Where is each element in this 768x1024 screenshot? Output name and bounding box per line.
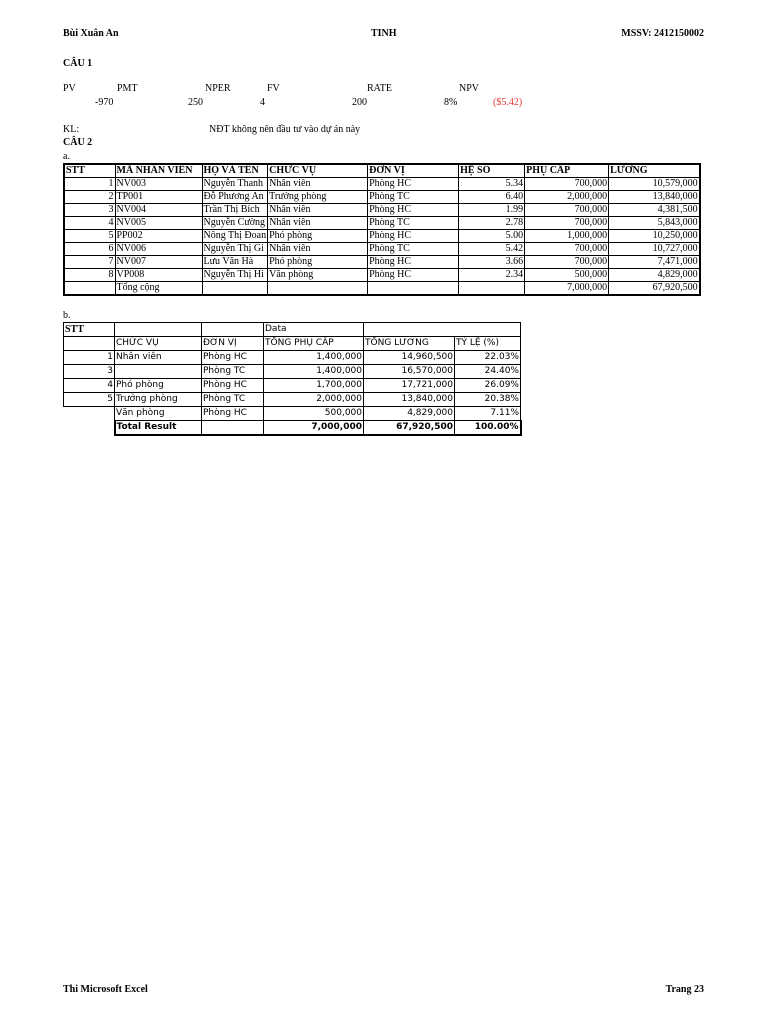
- cell-he-so: 5.00: [459, 230, 525, 243]
- cell-chuc-vu: Văn phòng: [115, 407, 202, 421]
- cell-phu-cap: 700,000: [525, 256, 609, 269]
- cell-ho-ten: Trần Thị Bích: [202, 204, 268, 217]
- cell-tong-luong: 13,840,000: [364, 393, 455, 407]
- cell-don-vi: Phòng HC: [368, 204, 459, 217]
- cell-he-so: 3.66: [459, 256, 525, 269]
- value-nper: 4: [260, 97, 265, 108]
- value-rate: 8%: [444, 97, 458, 108]
- cell-tong-phu-cap: 500,000: [264, 407, 364, 421]
- pivot-total-luong: 67,920,500: [364, 421, 455, 436]
- cell-he-so: 6.40: [459, 191, 525, 204]
- cell-chuc-vu: Phó phòng: [268, 256, 368, 269]
- pivot-stt-header: STT: [64, 323, 115, 337]
- cell-don-vi: Phòng TC: [368, 191, 459, 204]
- cell-ty-le: 20.38%: [455, 393, 521, 407]
- header-cell: MÃ NHÂN VIÊN: [115, 164, 202, 178]
- cell-don-vi: Phòng TC: [368, 243, 459, 256]
- cell-ma-nv: NV005: [115, 217, 202, 230]
- cell-don-vi: Phòng HC: [368, 269, 459, 282]
- pivot-header-ty-le: TỶ LỆ (%): [455, 337, 521, 351]
- table-row: [64, 379, 521, 393]
- cell-stt: 6: [64, 243, 115, 256]
- pivot-data-label: Data: [264, 323, 364, 337]
- header-title: TINH: [371, 28, 397, 39]
- part-a-label: a.: [63, 151, 70, 162]
- cell-chuc-vu: Nhân viên: [268, 243, 368, 256]
- value-npv: ($5.42): [493, 97, 523, 108]
- cell-empty: [268, 282, 368, 296]
- cell-luong: 4,829,000: [609, 269, 700, 282]
- pivot-header-chuc-vu: CHỨC VỤ: [115, 337, 202, 351]
- header-student-id: MSSV: 2412150002: [621, 28, 704, 39]
- cell-ho-ten: Đỗ Phương An: [202, 191, 268, 204]
- cell-ma-nv: NV003: [115, 178, 202, 191]
- cell-stt: 3: [64, 365, 115, 379]
- pivot-header-don-vi: ĐƠN VỊ: [202, 337, 264, 351]
- cell-he-so: 5.34: [459, 178, 525, 191]
- label-nper: NPER: [205, 83, 231, 94]
- cell-stt: 5: [64, 230, 115, 243]
- cell-stt: 8: [64, 269, 115, 282]
- cell-empty: [202, 421, 264, 436]
- cell-tong-luong: 16,570,000: [364, 365, 455, 379]
- pivot-total-ty-le: 100.00%: [455, 421, 521, 436]
- cell-ma-nv: NV004: [115, 204, 202, 217]
- cell-luong: 10,727,000: [609, 243, 700, 256]
- cell-tong-luong: 4,829,000: [364, 407, 455, 421]
- cell-tong-phu-cap: 1,700,000: [264, 379, 364, 393]
- cell-empty: [202, 323, 264, 337]
- cell-ma-nv: NV007: [115, 256, 202, 269]
- cell-ty-le: 24.40%: [455, 365, 521, 379]
- value-pmt: 250: [188, 97, 203, 108]
- cell-stt: 4: [64, 217, 115, 230]
- cell-don-vi: Phòng HC: [368, 256, 459, 269]
- cell-ho-ten: Nguyễn Thị Hi: [202, 269, 268, 282]
- cell-phu-cap: 1,000,000: [525, 230, 609, 243]
- cau1-title: CÂU 1: [63, 58, 93, 69]
- label-pmt: PMT: [117, 83, 138, 94]
- cell-tong-luong: 14,960,500: [364, 351, 455, 365]
- cell-stt: 5: [64, 393, 115, 407]
- cell-luong: 10,250,000: [609, 230, 700, 243]
- cell-empty: [115, 323, 202, 337]
- pivot-total-label: Total Result: [115, 421, 202, 436]
- label-pv: PV: [63, 83, 76, 94]
- header-cell: ĐƠN VỊ: [368, 164, 459, 178]
- footer-page-number: Trang 23: [665, 984, 704, 995]
- cell-empty: [364, 323, 455, 337]
- part-b-label: b.: [63, 310, 71, 321]
- pivot-header-tong-phu-cap: TỔNG PHỤ CẤP: [264, 337, 364, 351]
- cell-ma-nv: NV006: [115, 243, 202, 256]
- pivot-header-tong-luong: TỔNG LƯƠNG: [364, 337, 455, 351]
- label-fv: FV: [267, 83, 280, 94]
- cell-don-vi: Phòng TC: [202, 393, 264, 407]
- header-author: Bùi Xuân An: [63, 28, 119, 39]
- cell-phu-cap: 500,000: [525, 269, 609, 282]
- value-fv: 200: [352, 97, 367, 108]
- cell-luong: 13,840,000: [609, 191, 700, 204]
- cau2-title: CÂU 2: [63, 137, 93, 148]
- cell-empty: [64, 337, 115, 351]
- cell-tong-phu-cap: 1,400,000: [264, 351, 364, 365]
- cell-luong: 7,471,000: [609, 256, 700, 269]
- value-pv: -970: [95, 97, 114, 108]
- cell-phu-cap: 2,000,000: [525, 191, 609, 204]
- table-total-row: [64, 282, 700, 296]
- cell-empty: [64, 421, 115, 436]
- cell-ty-le: 26.09%: [455, 379, 521, 393]
- cell-stt: [64, 407, 115, 421]
- table-row: [64, 178, 700, 191]
- header-cell: LƯƠNG: [609, 164, 700, 178]
- pivot-total-row: [64, 421, 521, 436]
- cell-stt: 1: [64, 351, 115, 365]
- cell-he-so: 1.99: [459, 204, 525, 217]
- cell-ty-le: 22.03%: [455, 351, 521, 365]
- table-row: [64, 204, 700, 217]
- cell-ho-ten: Nguyễn Thanh: [202, 178, 268, 191]
- footer-left: Thi Microsoft Excel: [63, 984, 148, 995]
- cell-empty: [64, 282, 115, 296]
- pivot-table: [63, 322, 522, 436]
- total-label: Tổng cộng: [115, 282, 202, 296]
- cell-ma-nv: VP008: [115, 269, 202, 282]
- label-rate: RATE: [367, 83, 392, 94]
- total-luong: 67,920,500: [609, 282, 700, 296]
- total-phu-cap: 7,000,000: [525, 282, 609, 296]
- table-row: [64, 217, 700, 230]
- cell-don-vi: Phòng HC: [202, 351, 264, 365]
- employee-table: [63, 163, 701, 296]
- header-cell: CHỨC VỤ: [268, 164, 368, 178]
- table-row: [64, 256, 700, 269]
- cell-phu-cap: 700,000: [525, 178, 609, 191]
- cell-he-so: 2.34: [459, 269, 525, 282]
- cell-luong: 4,381,500: [609, 204, 700, 217]
- cell-phu-cap: 700,000: [525, 243, 609, 256]
- cell-don-vi: Phòng TC: [368, 217, 459, 230]
- label-npv: NPV: [459, 83, 480, 94]
- cell-stt: 1: [64, 178, 115, 191]
- cell-chuc-vu: Nhân viên: [268, 204, 368, 217]
- cell-ho-ten: Lưu Văn Hà: [202, 256, 268, 269]
- cell-ho-ten: Nguyễn Thị Gi: [202, 243, 268, 256]
- cell-chuc-vu: Trưởng phòng: [268, 191, 368, 204]
- cell-luong: 10,579,000: [609, 178, 700, 191]
- header-cell: HỆ SỐ: [459, 164, 525, 178]
- cell-ma-nv: PP002: [115, 230, 202, 243]
- table-row: [64, 191, 700, 204]
- cell-luong: 5,843,000: [609, 217, 700, 230]
- cell-tong-phu-cap: 1,400,000: [264, 365, 364, 379]
- cell-chuc-vu: Nhân viên: [115, 351, 202, 365]
- cell-empty: [368, 282, 459, 296]
- kl-label: KL:: [63, 124, 80, 135]
- table-row: [64, 243, 700, 256]
- cell-tong-phu-cap: 2,000,000: [264, 393, 364, 407]
- cell-chuc-vu: Trưởng phòng: [115, 393, 202, 407]
- cell-he-so: 5.42: [459, 243, 525, 256]
- cell-stt: 3: [64, 204, 115, 217]
- cell-empty: [459, 282, 525, 296]
- cell-stt: 7: [64, 256, 115, 269]
- pivot-data-row: [64, 323, 521, 337]
- cell-empty: [455, 323, 521, 337]
- cell-ty-le: 7.11%: [455, 407, 521, 421]
- cell-chuc-vu: Văn phòng: [268, 269, 368, 282]
- cell-ho-ten: Nông Thị Đoan: [203, 230, 267, 241]
- cell-chuc-vu: Phó phòng: [268, 230, 368, 243]
- cell-chuc-vu: Nhân viên: [268, 217, 368, 230]
- cell-stt: 4: [64, 379, 115, 393]
- table-row: [64, 407, 521, 421]
- table-row: [64, 365, 521, 379]
- header-cell: STT: [64, 164, 115, 178]
- cell-don-vi: Phòng HC: [368, 178, 459, 191]
- cell-tong-luong: 17,721,000: [364, 379, 455, 393]
- cell-empty: [202, 282, 268, 296]
- pivot-total-phu-cap: 7,000,000: [264, 421, 364, 436]
- cell-don-vi: Phòng TC: [202, 365, 264, 379]
- header-cell: HỌ VÀ TÊN: [202, 164, 268, 178]
- table-header-row: [64, 164, 700, 178]
- cell-stt: 2: [64, 191, 115, 204]
- cell-don-vi: Phòng HC: [202, 379, 264, 393]
- cell-chuc-vu: Nhân viên: [268, 178, 368, 191]
- table-row: [64, 393, 521, 407]
- table-row: [64, 269, 700, 282]
- cell-ma-nv: TP001: [115, 191, 202, 204]
- cell-chuc-vu: Phó phòng: [115, 379, 202, 393]
- pivot-header-row: [64, 337, 521, 351]
- cell-ho-ten: Nguyễn Cường: [202, 217, 268, 230]
- header-cell: PHỤ CẤP: [525, 164, 609, 178]
- cell-phu-cap: 700,000: [525, 217, 609, 230]
- cell-phu-cap: 700,000: [525, 204, 609, 217]
- table-row: [64, 351, 521, 365]
- table-row: [64, 230, 700, 243]
- cell-chuc-vu: [115, 365, 202, 379]
- cell-don-vi: Phòng HC: [368, 230, 459, 243]
- cell-don-vi: Phòng HC: [202, 407, 264, 421]
- kl-text: NĐT không nên đầu tư vào dự án này: [209, 124, 361, 135]
- cell-he-so: 2.78: [459, 217, 525, 230]
